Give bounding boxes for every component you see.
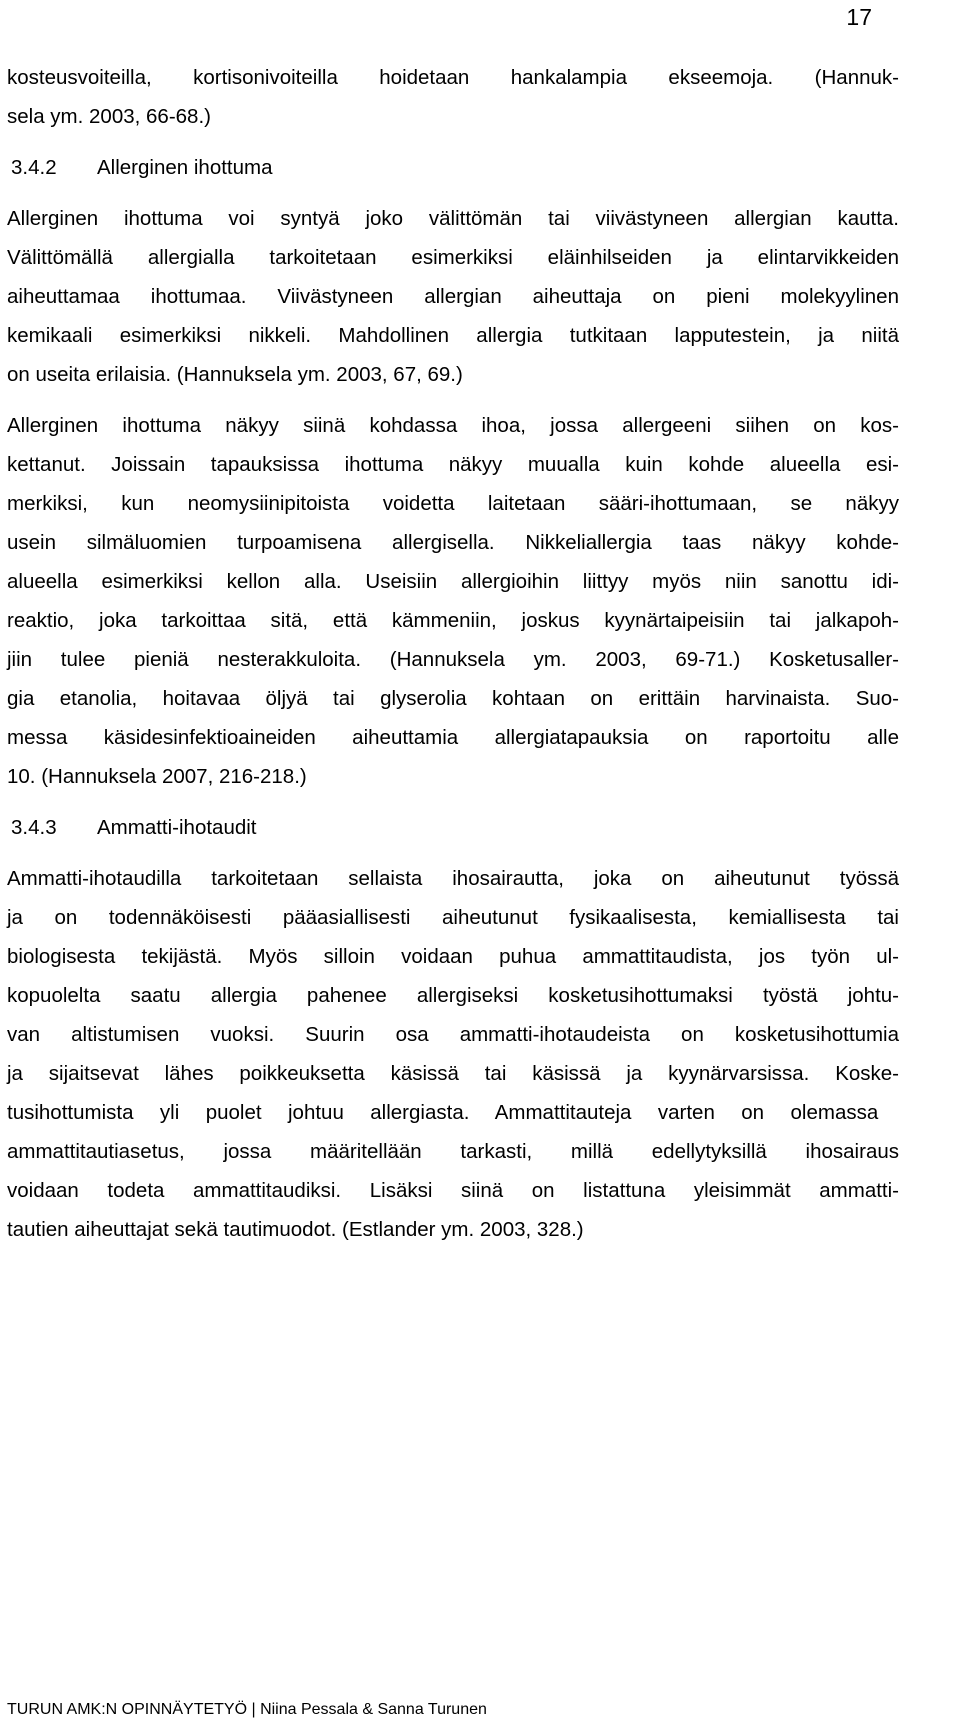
paragraph-line: ammattitautiasetus, jossa määritellään tarkasti, millä edellytyksillä ihosairaus bbox=[7, 1140, 899, 1163]
paragraph-line: Ammatti-ihotaudilla tarkoitetaan sellaista ihosairautta, joka on aiheutunut työssä bbox=[7, 867, 899, 890]
paragraph-line: kemikaali esimerkiksi nikkeli. Mahdollinen allergia tutkitaan lapputestein, ja niitä bbox=[7, 324, 899, 347]
page-footer: TURUN AMK:N OPINNÄYTETYÖ | Niina Pessala & Sanna Turunen bbox=[7, 1701, 487, 1718]
section-number: 3.4.2 bbox=[11, 156, 57, 179]
paragraph-line: aiheuttamaa ihottumaa. Viivästyneen allergian aiheuttaja on pieni molekyylinen bbox=[7, 285, 899, 308]
section-heading bbox=[7, 816, 257, 840]
paragraph-line: sela ym. 2003, 66-68.) bbox=[7, 105, 211, 128]
paragraph-line: Allerginen ihottuma näkyy siinä kohdassa ihoa, jossa allergeeni siihen on kos- bbox=[7, 414, 899, 437]
paragraph-line: kopuolelta saatu allergia pahenee allergiseksi kosketusihottumaksi työstä johtu- bbox=[7, 984, 899, 1007]
paragraph-line: Välittömällä allergialla tarkoitetaan esimerkiksi eläinhilseiden ja elintarvikkeiden bbox=[7, 246, 899, 269]
paragraph-line: tusihottumista yli puolet johtuu allergiasta. Ammattitauteja varten on olemassa bbox=[7, 1101, 879, 1124]
paragraph-line: messa käsidesinfektioaineiden aiheuttamia allergiatapauksia on raportoitu alle bbox=[7, 726, 899, 749]
paragraph-line: ja on todennäköisesti pääasiallisesti aiheutunut fysikaalisesta, kemiallisesta tai bbox=[7, 906, 899, 929]
paragraph-line: alueella esimerkiksi kellon alla. Useisiin allergioihin liittyy myös niin sanottu idi- bbox=[7, 570, 899, 593]
paragraph-line: merkiksi, kun neomysiinipitoista voidetta laitetaan sääri-ihottumaan, se näkyy bbox=[7, 492, 899, 515]
paragraph-line: kettanut. Joissain tapauksissa ihottuma näkyy muualla kuin kohde alueella esi- bbox=[7, 453, 899, 476]
section-number: 3.4.3 bbox=[11, 816, 57, 839]
paragraph-line: 10. (Hannuksela 2007, 216-218.) bbox=[7, 765, 307, 788]
paragraph-line: usein silmäluomien turpoamisena allergisella. Nikkeliallergia taas näkyy kohde- bbox=[7, 531, 899, 554]
paragraph-line: jiin tulee pieniä nesterakkuloita. (Hannuksela ym. 2003, 69-71.) Kosketusaller- bbox=[7, 648, 899, 671]
paragraph-line: voidaan todeta ammattitaudiksi. Lisäksi siinä on listattuna yleisimmät ammatti- bbox=[7, 1179, 899, 1202]
paragraph-line: ja sijaitsevat lähes poikkeuksetta käsissä tai käsissä ja kyynärvarsissa. Koske- bbox=[7, 1062, 899, 1085]
paragraph-line: reaktio, joka tarkoittaa sitä, että kämmeniin, joskus kyynärtaipeisiin tai jalkapoh- bbox=[7, 609, 899, 632]
paragraph-line: kosteusvoiteilla, kortisonivoiteilla hoidetaan hankalampia ekseemoja. (Hannuk- bbox=[7, 66, 899, 89]
paragraph-line: gia etanolia, hoitavaa öljyä tai glyserolia kohtaan on erittäin harvinaista. Suo- bbox=[7, 687, 899, 710]
section-title: Ammatti-ihotaudit bbox=[97, 816, 257, 839]
paragraph-line: on useita erilaisia. (Hannuksela ym. 2003, 67, 69.) bbox=[7, 363, 463, 386]
paragraph-line: tautien aiheuttajat sekä tautimuodot. (Estlander ym. 2003, 328.) bbox=[7, 1218, 584, 1241]
section-heading bbox=[7, 156, 273, 180]
paragraph-line: Allerginen ihottuma voi syntyä joko välittömän tai viivästyneen allergian kautta. bbox=[7, 207, 899, 230]
section-title: Allerginen ihottuma bbox=[97, 156, 273, 179]
paragraph-line: van altistumisen vuoksi. Suurin osa ammatti-ihotaudeista on kosketusihottumia bbox=[7, 1023, 899, 1046]
paragraph-line: biologisesta tekijästä. Myös silloin voidaan puhua ammattitaudista, jos työn ul- bbox=[7, 945, 899, 968]
page-number: 17 bbox=[846, 4, 872, 30]
